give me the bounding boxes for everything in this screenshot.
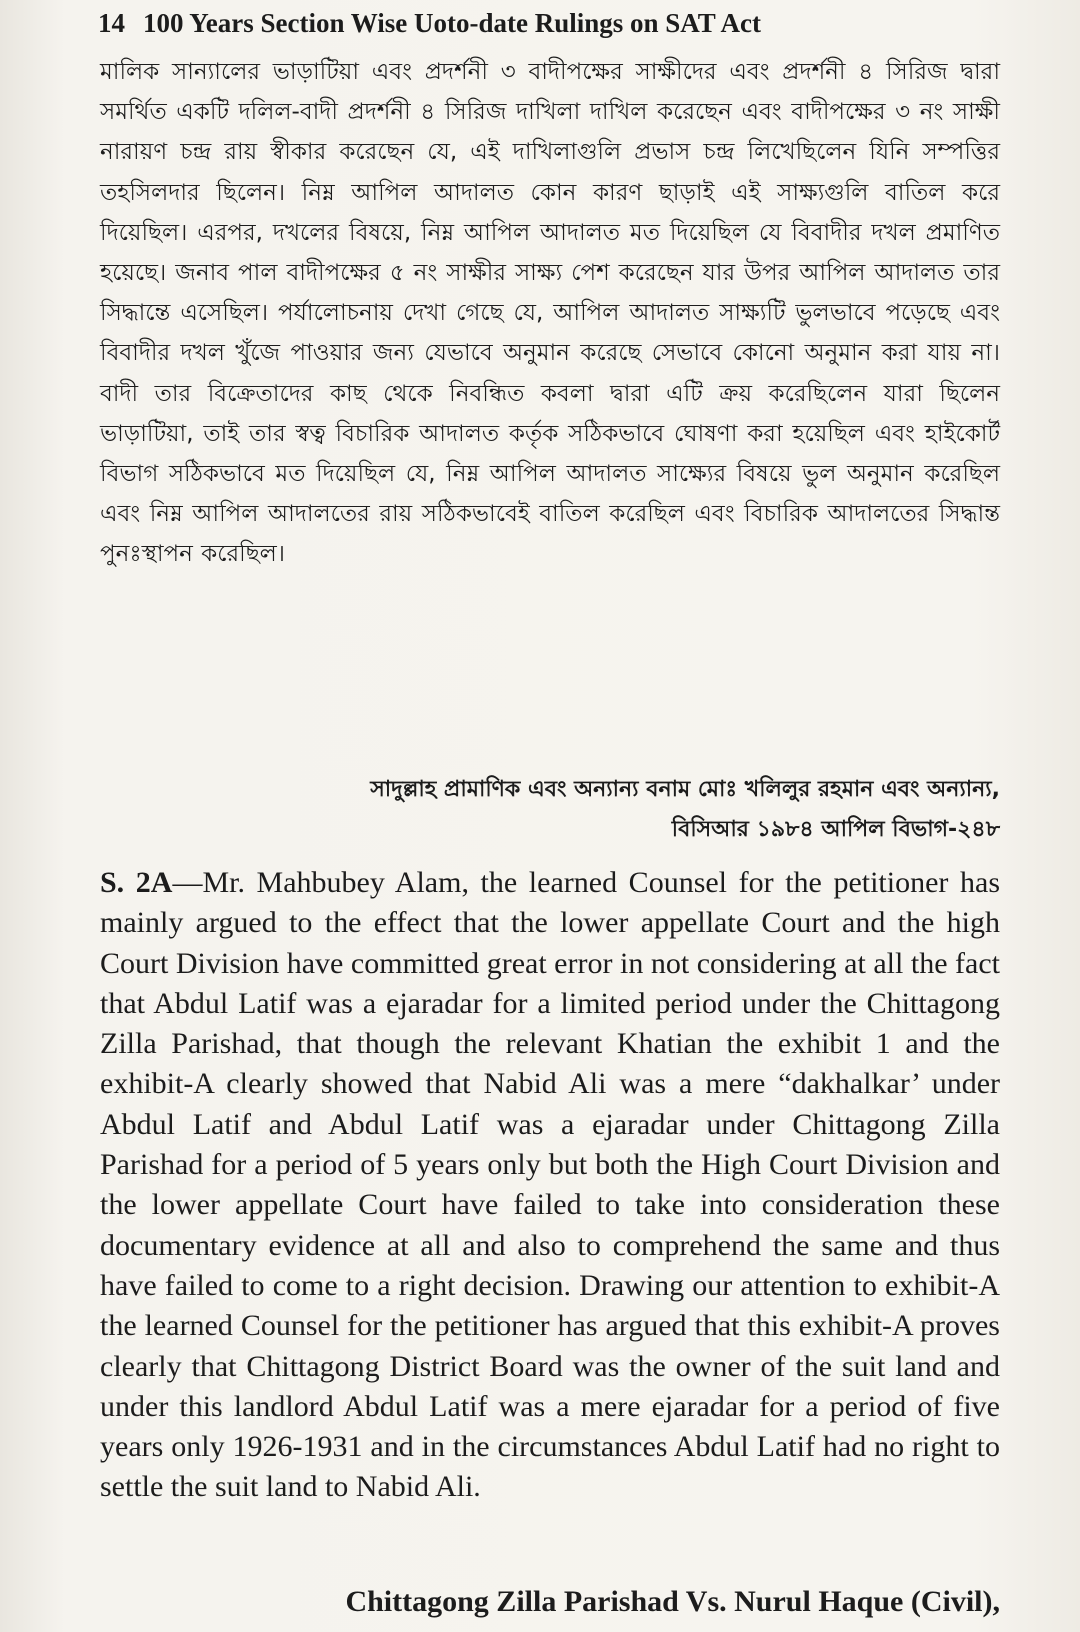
bengali-citation-line-1: সাদুল্লাহ প্রামাণিক এবং অন্যান্য বনাম মোঃ খলিলুর রহমান এবং অন্যান্য, — [370, 777, 1000, 802]
running-title: 100 Years Section Wise Uoto-date Rulings on SAT Act — [143, 8, 762, 38]
bengali-paragraph — [100, 52, 1000, 575]
bengali-paragraph-text: মালিক সান্যালের ভাড়াটিয়া এবং প্রদর্শনী ৩ বাদীপক্ষের সাক্ষীদের এবং প্রদর্শনী ৪ সিরিজ দ্বারা সমর্থিত একটি দলিল-বাদী প্রদর্শনী ৪ সিরিজ দাখিলা দাখিল করেছেন এবং বাদীপক্ষের ৩ নং সাক্ষী নারায়ণ চন্দ্র রায় স্বীকার করেছেন যে, এই দাখিলাগুলি প্রভাস চন্দ্র লিখেছিলেন যিনি সম্পত্তির তহসিলদার ছিলেন। নিম্ন আপিল আদালত কোন কারণ ছাড়াই এই সাক্ষ্যগুলি বাতিল করে দিয়েছিল। এরপর, দখলের বিষয়ে, নিম্ন আপিল আদালত মত দিয়েছিল যে বিবাদীর দখল প্রমাণিত হয়েছে। জনাব পাল বাদীপক্ষের ৫ নং সাক্ষীর সাক্ষ্য পেশ করেছেন যার উপর আপিল আদালত তার সিদ্ধান্তে এসেছিল। পর্যালোচনায় দেখা গেছে যে, আপিল আদালত সাক্ষ্যটি ভুলভাবে পড়েছে এবং বিবাদীর দখল খুঁজে পাওয়ার জন্য যেভাবে অনুমান করেছে সেভাবে কোনো অনুমান করা যায় না। বাদী তার বিক্রেতাদের কাছ থেকে নিবন্ধিত কবলা দ্বারা এটি ক্রয় করেছিলেন যারা ছিলেন ভাড়াটিয়া, তাই তার স্বত্ব বিচারিক আদালত কর্তৃক সঠিকভাবে ঘোষণা করা হয়েছিল এবং হাইকোর্ট বিভাগ সঠিকভাবে মত দিয়েছিল যে, নিম্ন আপিল আদালত সাক্ষ্যের বিষয়ে ভুল অনুমান করেছিল এবং নিম্ন আপিল আদালতের রায় সঠিকভাবেই বাতিল করেছিল এবং বিচারিক আদালতের সিদ্ধান্ত পুনঃস্থাপন করেছিল। — [100, 59, 1000, 568]
bengali-citation — [100, 770, 1000, 850]
section-label: S. 2A — [100, 866, 173, 899]
english-citation: Chittagong Zilla Parishad Vs. Nurul Haque (Civil), — [345, 1585, 1000, 1618]
english-paragraph-text: —Mr. Mahbubey Alam, the learned Counsel for the petitioner has mainly argued to the effect that the lower appellate Court and the high Court Division have committed great error in not considering at all the fact that Abdul Latif was a ejaradar for a limited period under the Chittagong Zilla Parishad, that though the relevant Khatian the exhibit 1 and the exhibit-A clearly showed that Nabid Ali was a mere “dakhalkar’ under Abdul Latif and Abdul Latif was a ejaradar under Chittagong Zilla Parishad for a period of 5 years only but both the High Court Division and the lower appellate Court have failed to take into consideration these documentary evidence at all and also to comprehend the same and thus have failed to come to a right decision. Drawing our attention to exhibit-A the learned Counsel for the petitioner has argued that this exhibit-A proves clearly that Chittagong District Board was the owner of the suit land and under this landlord Abdul Latif was a mere ejaradar for a period of five years only 1926-1931 and in the circumstances Abdul Latif had no right to settle the suit land to Nabid Ali. — [100, 866, 1000, 1504]
english-paragraph — [100, 863, 1000, 1508]
page-number: 14 — [98, 8, 125, 38]
running-header — [98, 8, 998, 39]
bengali-citation-line-2: বিসিআর ১৯৮৪ আপিল বিভাগ-২৪৮ — [671, 817, 1000, 842]
english-section — [100, 863, 1000, 1508]
